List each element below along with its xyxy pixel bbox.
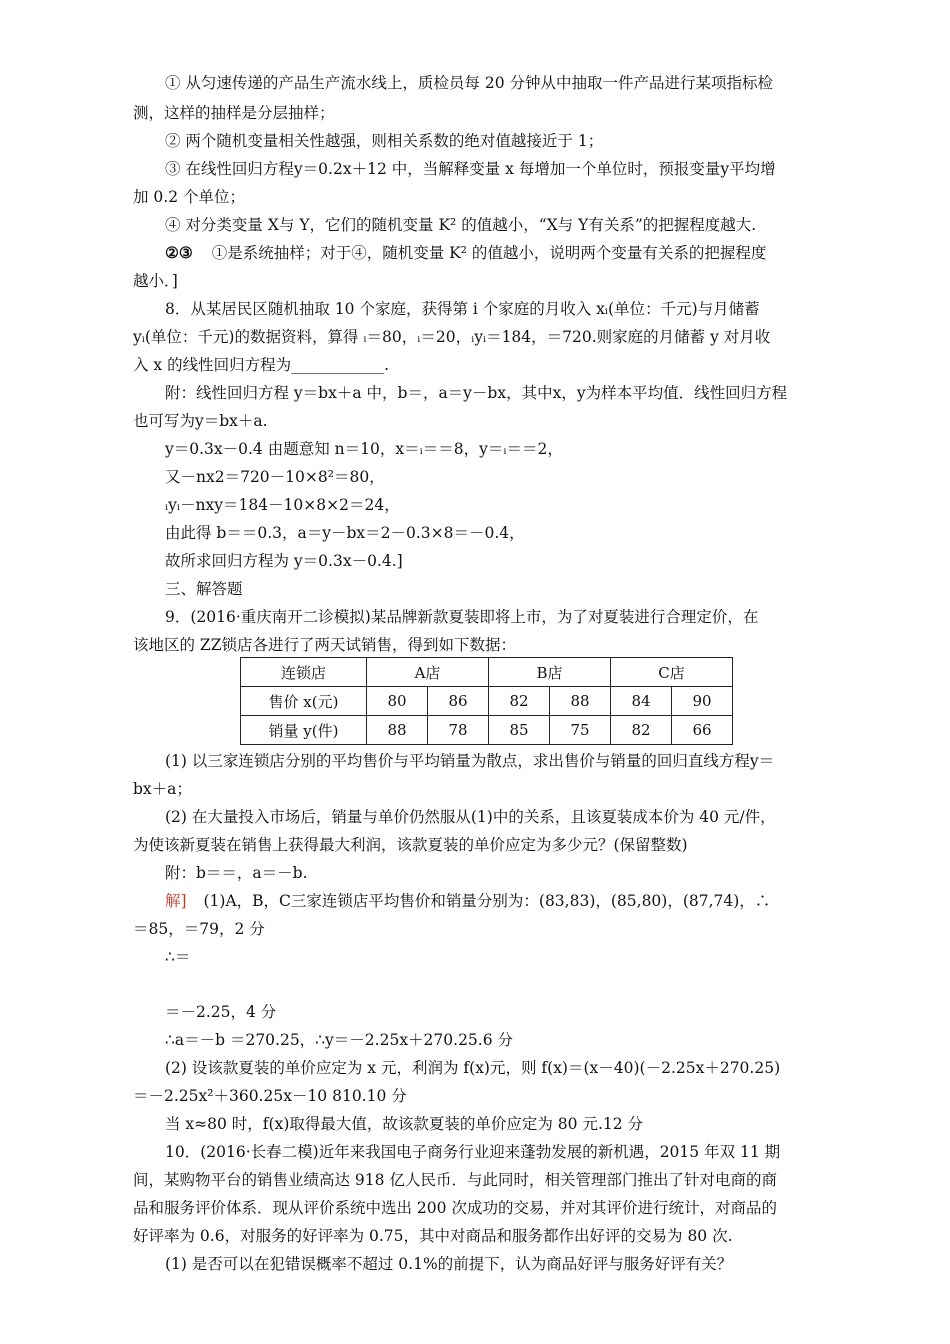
- text-line: (2) 在大量投入市场后，销量与单价仍然服从(1)中的关系，且该夏装成本价为 40 元/件，: [165, 808, 776, 826]
- text-line: ④ 对分类变量 X与 Y，它们的随机变量 K² 的值越小，“X与 Y有关系”的把握程度越大.: [165, 216, 757, 234]
- text-line: ＝－2.25x²＋360.25x－10 810.10 分: [133, 1087, 407, 1105]
- table-cell: 80: [367, 687, 428, 716]
- text-line: 入 x 的线性回归方程为____________.: [133, 356, 390, 374]
- table-row: [241, 716, 733, 745]
- solution-text: (1)A，B，C三家连锁店平均售价和销量分别为：(83,83)，(85,80)，(87,74)，∴: [203, 892, 771, 910]
- text-line: ∴a＝－b ＝270.25，∴y＝－2.25x＋270.25.6 分: [165, 1031, 514, 1049]
- table-cell: 88: [367, 716, 428, 745]
- table-header-cell: B店: [489, 658, 611, 687]
- text-line: (1) 以三家连锁店分别的平均售价与平均销量为散点，求出售价与销量的回归直线方程y＝: [165, 752, 775, 770]
- table-cell: 82: [611, 716, 672, 745]
- text-line: y＝0.3x－0.4 由题意知 n＝10，x＝ᵢ＝＝8，y＝ᵢ＝＝2，: [165, 440, 563, 458]
- text-line: ③ 在线性回归方程y＝0.2x＋12 中，当解释变量 x 每增加一个单位时，预报变量y平均增: [165, 160, 776, 178]
- table-cell: 88: [550, 687, 611, 716]
- text-line: 也可写为y＝bx＋a.: [133, 412, 268, 430]
- table-cell: 66: [672, 716, 733, 745]
- table-cell: 85: [489, 716, 550, 745]
- text-line: 为使该新夏装在销售上获得最大利润，该款夏装的单价应定为多少元？(保留整数): [133, 836, 688, 854]
- question-10: 10．(2016·长春二模)近年来我国电子商务行业迎来蓬勃发展的新机遇，2015 年双 11 期: [165, 1143, 781, 1161]
- text-line: 测，这样的抽样是分层抽样；: [133, 104, 335, 122]
- text-line: 品和服务评价体系．现从评价系统中选出 200 次成功的交易，并对其评价进行统计，对商品的: [133, 1199, 777, 1217]
- explanation-text: ①是系统抽样；对于④，随机变量 K² 的值越小，说明两个变量有关系的把握程度: [211, 244, 767, 262]
- text-line: 又－nx2＝720－10×8²＝80，: [165, 468, 385, 486]
- question-9: 9．(2016·重庆南开二诊模拟)某品牌新款夏装即将上市，为了对夏装进行合理定价，在: [165, 608, 759, 626]
- text-line: [165, 891, 770, 911]
- table-header-cell: 连锁店: [241, 658, 367, 687]
- table-cell: 84: [611, 687, 672, 716]
- table-cell: 86: [428, 687, 489, 716]
- text-line: 好评率为 0.6，对服务的好评率为 0.75，其中对商品和服务都作出好评的交易为 80 次.: [133, 1227, 733, 1245]
- table-row-label: 销量 y(件): [241, 716, 367, 745]
- solution-label: 解]: [165, 892, 187, 910]
- text-line: 附：b＝＝，a＝－b.: [165, 864, 308, 882]
- table-row: [241, 687, 733, 716]
- text-line: ∴＝: [165, 948, 191, 966]
- text-line: 越小．]: [133, 272, 178, 290]
- sales-table: [240, 657, 733, 745]
- table-header-cell: A店: [367, 658, 489, 687]
- text-line: 间，某购物平台的销售业绩高达 918 亿人民币．与此同时，相关管理部门推出了针对电商的商: [133, 1171, 777, 1189]
- table-header-cell: C店: [611, 658, 733, 687]
- text-line: ① 从匀速传递的产品生产流水线上，质检员每 20 分钟从中抽取一件产品进行某项指标检: [165, 74, 774, 92]
- table-cell: 78: [428, 716, 489, 745]
- question-8: 8．从某居民区随机抽取 10 个家庭，获得第 i 个家庭的月收入 xᵢ(单位：千元)与月储蓄: [165, 300, 760, 318]
- text-line: ＝85，＝79，2 分: [133, 920, 265, 938]
- section-heading: 三、解答题: [165, 580, 243, 598]
- text-line: (2) 设该款夏装的单价应定为 x 元，利润为 f(x)元，则 f(x)＝(x－40)(－2.25x＋270.25): [165, 1059, 781, 1077]
- text-line: bx＋a；: [133, 780, 192, 798]
- table-row-label: 售价 x(元): [241, 687, 367, 716]
- text-line: (1) 是否可以在犯错误概率不超过 0.1%的前提下，认为商品好评与服务好评有关？: [165, 1255, 733, 1273]
- text-line: 由此得 b＝＝0.3，a＝y－bx＝2－0.3×8＝－0.4，: [165, 524, 525, 542]
- table-cell: 75: [550, 716, 611, 745]
- text-line: 当 x≈80 时，f(x)取得最大值，故该款夏装的单价应定为 80 元.12 分: [165, 1115, 644, 1133]
- text-line: 附：线性回归方程 y＝bx＋a 中，b＝，a＝y－bx，其中x，y为样本平均值．线性回归方程: [165, 384, 788, 402]
- text-line: 故所求回归方程为 y＝0.3x－0.4.]: [165, 552, 403, 570]
- text-line: yᵢ(单位：千元)的数据资料，算得 ᵢ＝80，ᵢ＝20，ᵢyᵢ＝184，＝720.则家庭的月储蓄 y 对月收: [133, 328, 771, 346]
- table-header-row: [241, 658, 733, 687]
- text-line: ② 两个随机变量相关性越强，则相关系数的绝对值越接近于 1；: [165, 132, 604, 150]
- table-cell: 82: [489, 687, 550, 716]
- text-line: 该地区的 ZZ锁店各进行了两天试销售，得到如下数据：: [133, 636, 516, 654]
- text-line: ᵢyᵢ－nxy＝184－10×8×2＝24，: [165, 496, 400, 514]
- text-line: 加 0.2 个单位；: [133, 188, 246, 206]
- answer-label: ②③: [165, 243, 193, 262]
- table-cell: 90: [672, 687, 733, 716]
- text-line: ＝－2.25，4 分: [165, 1003, 277, 1021]
- text-line: [165, 243, 766, 263]
